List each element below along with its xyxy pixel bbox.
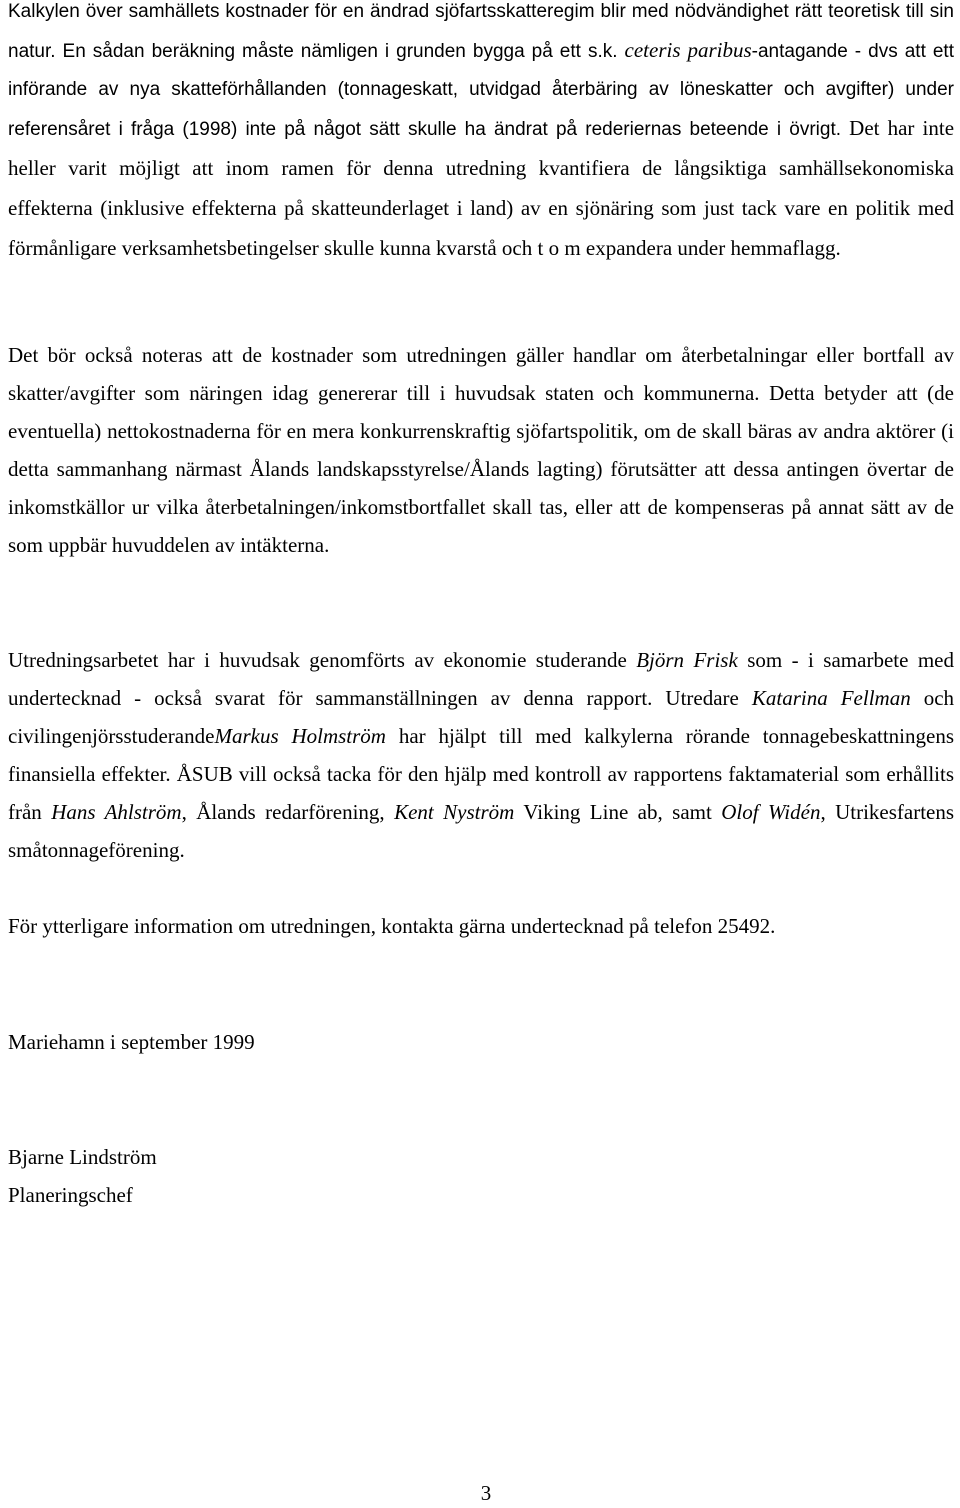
signature-name: Bjarne Lindström	[8, 1145, 157, 1169]
paragraph-cost-calculation	[8, 0, 954, 269]
person-name: Björn Frisk	[636, 648, 738, 672]
paragraph-3-text-4: har hjälpt till med kalkylerna rörande tonnagebeskattningens finansiella effekter. ÅSUB vill också tacka för den hjälp med kontroll av rapportens faktamaterial som erhållits från	[8, 724, 955, 824]
person-name: Kent Nyström	[394, 800, 515, 824]
signature-title: Planeringschef	[8, 1183, 133, 1207]
person-name: Hans Ahlström	[51, 800, 182, 824]
paragraph-3-text-7: , Utrikesfartens småtonnageförening.	[8, 800, 955, 862]
paragraph-1-text-a: Kalkylen över samhällets kostnader för en ändrad sjöfartsskatteregim blir med nödvändighet rätt teoretisk till sin natur. En sådan beräkning måste nämligen i grunden bygga på ett s.k.	[8, 1, 954, 62]
paragraph-1-text-c: Det har inte heller varit möjligt att inom ramen för denna utredning kvantifiera de långsiktiga samhällsekonomiska effekterna (inklusive effekterna på skatteunderlaget i land) av en sjönäring som just tack vare en politik med förmånligare verksamhetsbetingelser skulle kunna kvarstå och t o m expandera under hemmaflagg.	[8, 116, 955, 260]
person-name: Olof Widén	[721, 800, 821, 824]
paragraph-1-text-b: -antagande - dvs att ett införande av nya skatteförhållanden (tonnageskatt, utvidgad återbäring av löneskatter och avgifter) under referensåret i fråga (1998) inte på något sätt skulle ha ändrat på rederiernas beteende i övrigt.	[8, 41, 954, 140]
paragraph-3-text-6: Viking Line ab, samt	[523, 800, 712, 824]
paragraph-acknowledgements	[8, 641, 954, 869]
page-number: 3	[480, 1481, 492, 1505]
paragraph-3-text-2: som - i samarbete med undertecknad - också svarat för sammanställningen av denna rapport. Utredare	[8, 648, 955, 710]
paragraph-contact-info: För ytterligare information om utredningen, kontakta gärna undertecknad på telefon 25492.	[8, 914, 776, 938]
ceteris-paribus-term: ceteris paribus	[624, 38, 752, 62]
paragraph-3-text-5: , Ålands redarförening,	[181, 800, 385, 824]
paragraph-3-text-1: Utredningsarbetet har i huvudsak genomförts av ekonomie studerande	[8, 648, 627, 672]
person-name: Markus Holmström	[214, 724, 386, 748]
person-name: Katarina Fellman	[751, 686, 911, 710]
paragraph-3-text-3: och civilingenjörsstuderande	[8, 686, 955, 748]
signature-place-date: Mariehamn i september 1999	[8, 1030, 255, 1054]
paragraph-costs-note: Det bör också noteras att de kostnader som utredningen gäller handlar om återbetalningar eller bortfall av skatter/avgifter som näringen idag genererar till i huvudsak staten och kommunerna. Detta betyder att (de eventuella) nettokostnaderna för en mera konkurrenskraftig sjöfartspolitik, om de skall bäras av andra aktörer (i detta sammanhang närmast Ålands landskapsstyrelse/Ålands lagting) förutsätter att dessa antingen övertar de inkomstkällor ur vilka återbetalningen/inkomstbortfallet skall tas, eller att de kompenseras på annat sätt av de som uppbär huvuddelen av intäkterna.	[8, 343, 954, 557]
